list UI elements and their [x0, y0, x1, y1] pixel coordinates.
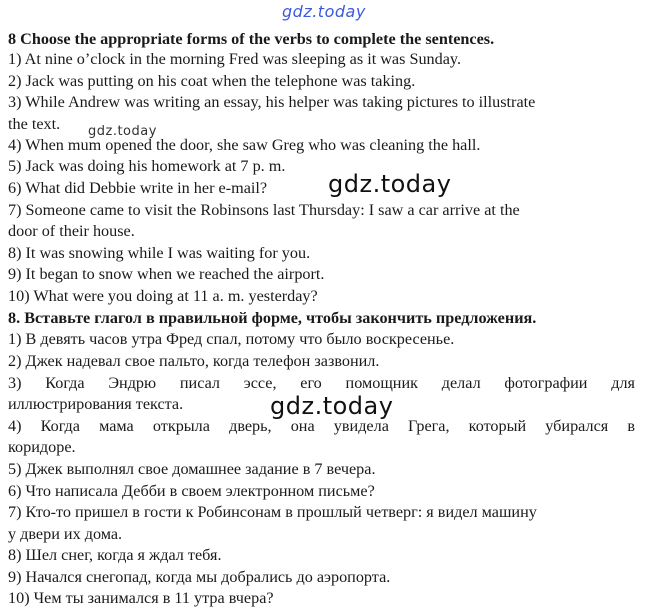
russian-exercise-heading: 8. Вставьте глагол в правильной форме, чтобы закончить предложения.	[8, 309, 537, 327]
english-sentence-6: 6) What did Debbie write in her e-mail?	[8, 179, 268, 197]
english-sentence-3: 3) While Andrew was writing an essay, his helper was taking pictures to illustrate	[8, 93, 536, 111]
watermark-middle: gdz.today	[328, 170, 452, 198]
russian-sentence-9: 9) Начался снегопад, когда мы добрались до аэропорта.	[8, 568, 391, 586]
english-sentence-3-continued: the text.	[8, 115, 61, 133]
russian-sentence-10: 10) Чем ты занимался в 11 утра вчера?	[8, 589, 274, 607]
russian-sentence-7: 7) Кто-то пришел в гости к Робинсонам в прошлый четверг: я видел машину	[8, 503, 537, 521]
english-sentence-4: 4) When mum opened the door, she saw Greg who was cleaning the hall.	[8, 136, 481, 154]
russian-sentence-6: 6) Что написала Дебби в своем электронном письме?	[8, 482, 375, 500]
russian-sentence-4: 4) Когда мама открыла дверь, она увидела Грега, который убирался в	[8, 417, 635, 435]
russian-sentence-4-continued: коридоре.	[8, 438, 76, 456]
english-sentence-7: 7) Someone came to visit the Robinsons last Thursday: I saw a car arrive at the	[8, 201, 520, 219]
russian-sentence-3: 3) Когда Эндрю писал эссе, его помощник делал фотографии для	[8, 374, 635, 392]
english-sentence-2: 2) Jack was putting on his coat when the telephone was taking.	[8, 72, 416, 90]
russian-sentence-3-continued: иллюстрирования текста.	[8, 395, 184, 413]
russian-sentence-8: 8) Шел снег, когда я ждал тебя.	[8, 546, 222, 564]
english-sentence-7-continued: door of their house.	[8, 222, 135, 240]
english-sentence-5: 5) Jack was doing his homework at 7 p. m.	[8, 157, 286, 175]
russian-sentence-1: 1) В девять часов утра Фред спал, потому что было воскресенье.	[8, 330, 455, 348]
english-exercise-heading: 8 Choose the appropriate forms of the verbs to complete the sentences.	[8, 30, 495, 48]
watermark-top: gdz.today	[282, 2, 366, 21]
watermark-small: gdz.today	[88, 124, 157, 139]
watermark-lower: gdz.today	[270, 392, 394, 420]
english-sentence-10: 10) What were you doing at 11 a. m. yesterday?	[8, 287, 318, 305]
english-sentence-8: 8) It was snowing while I was waiting for you.	[8, 244, 311, 262]
russian-sentence-2: 2) Джек надевал свое пальто, когда телефон зазвонил.	[8, 352, 380, 370]
english-sentence-9: 9) It began to snow when we reached the airport.	[8, 265, 325, 283]
russian-sentence-5: 5) Джек выполнял свое домашнее задание в 7 вечера.	[8, 460, 376, 478]
russian-sentence-7-continued: у двери их дома.	[8, 525, 123, 543]
english-sentence-1: 1) At nine o’clock in the morning Fred was sleeping as it was Sunday.	[8, 50, 462, 68]
